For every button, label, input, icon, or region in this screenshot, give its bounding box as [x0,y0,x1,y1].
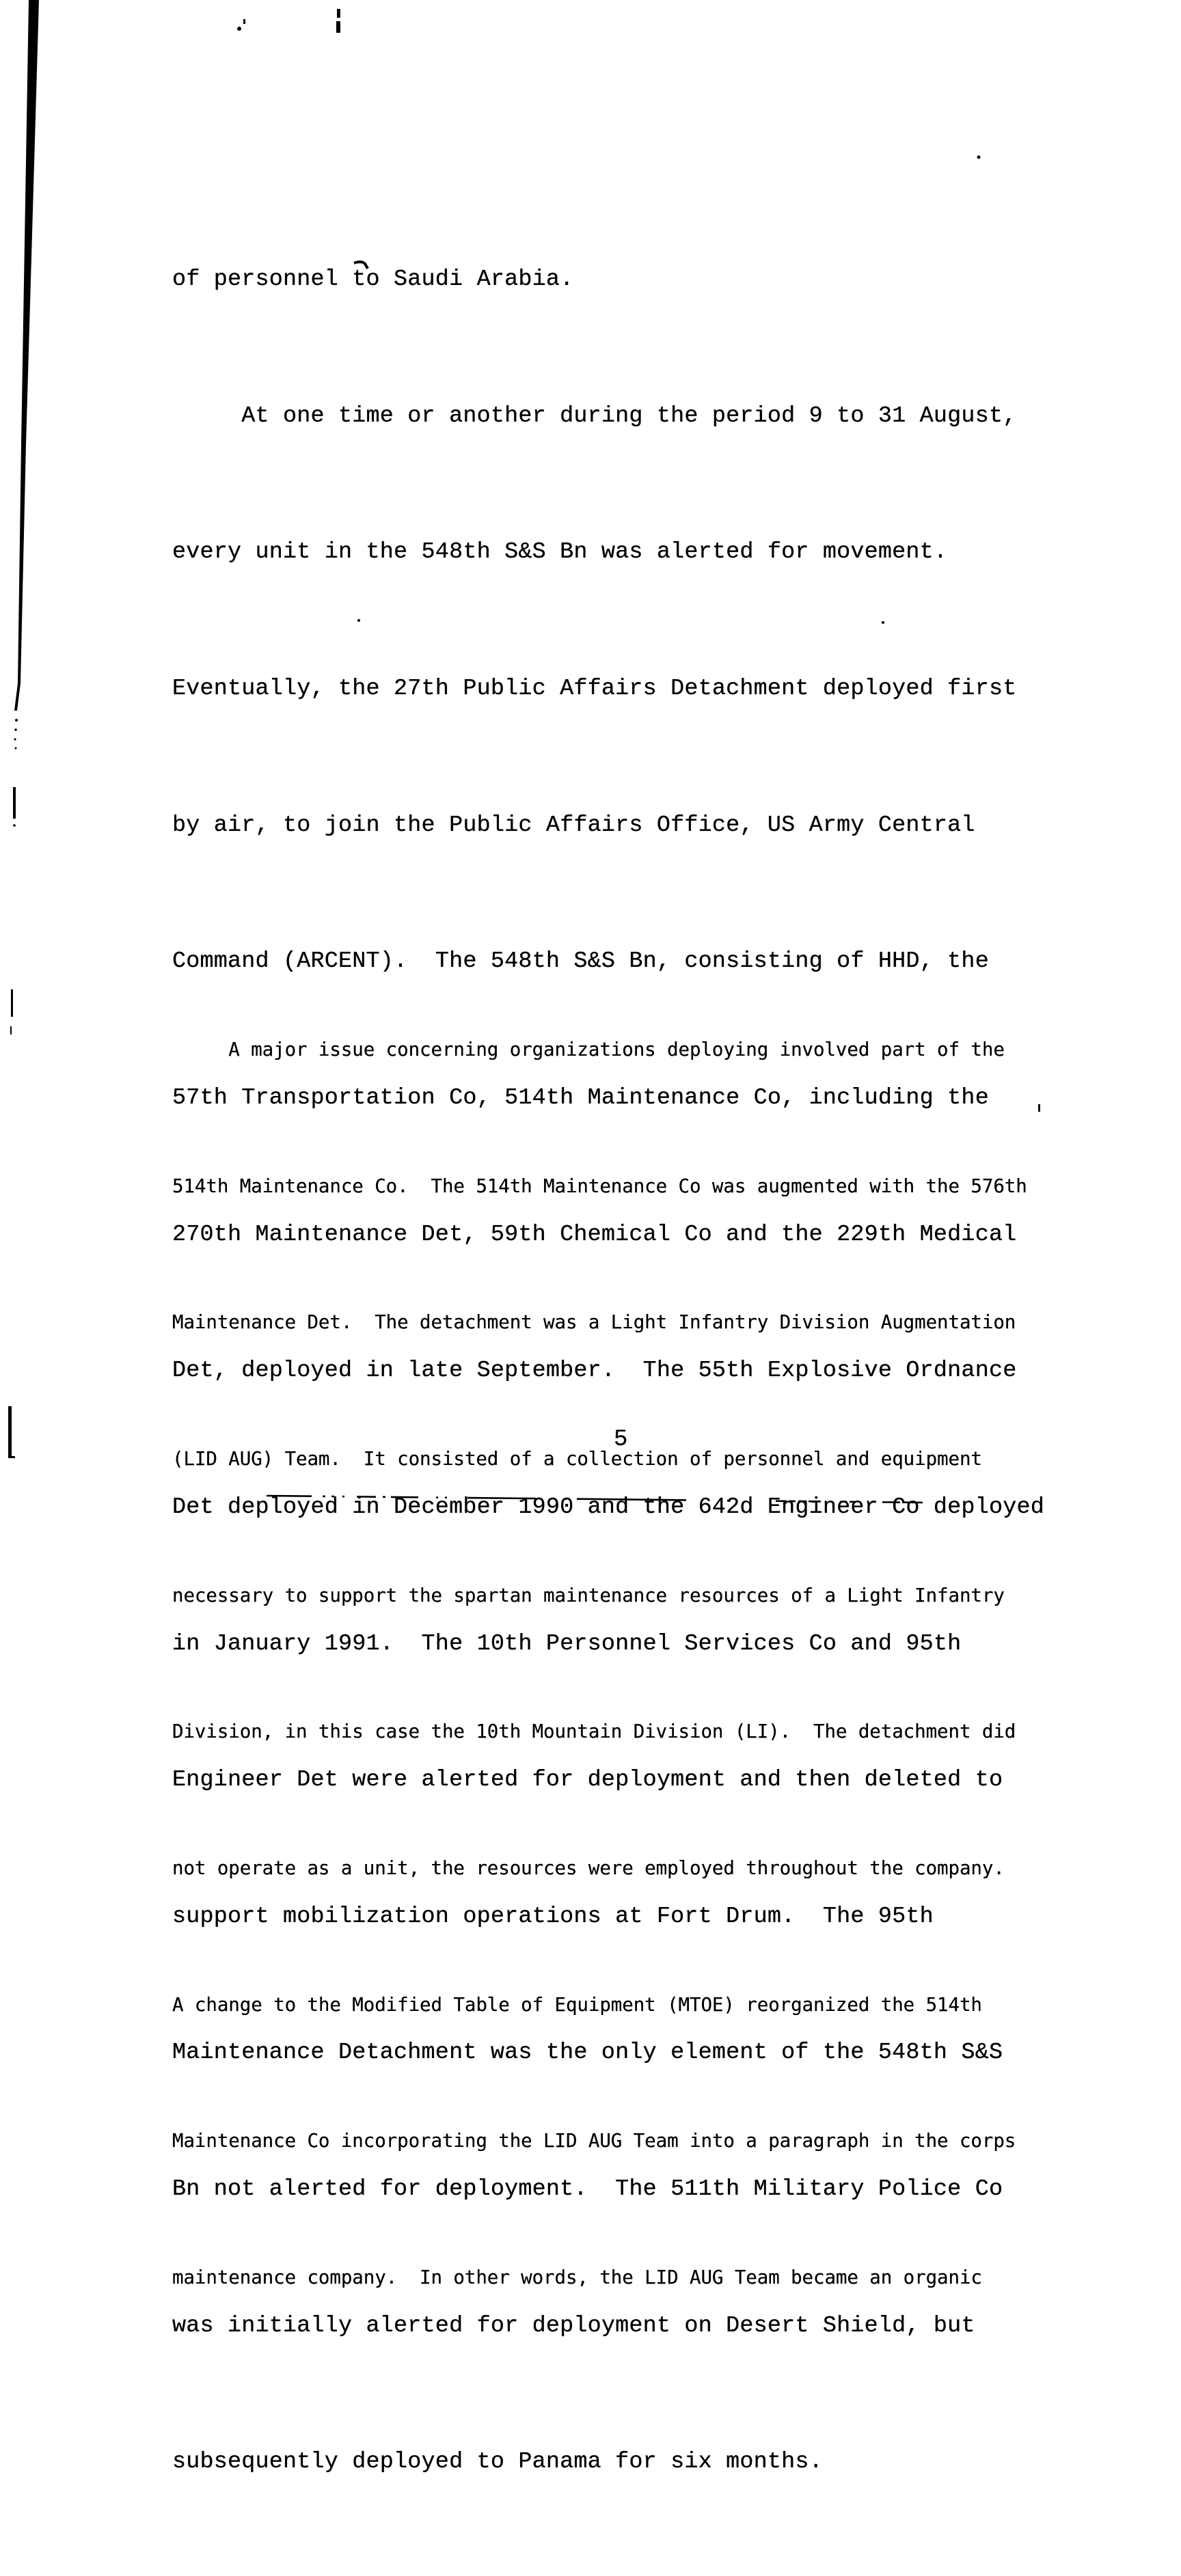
text-line: Bn not alerted for deployment. The 511th Military Police Co [172,2176,1003,2203]
left-margin-tick-dot [13,824,16,827]
left-margin-bracket-mark [8,1456,15,1458]
left-margin-tick [13,787,16,819]
text-line: subsequently deployed to Panama for six months. [172,2449,823,2476]
left-streak-dot [14,738,16,740]
text-line: 514th Maintenance Co. The 514th Maintenance Co was augmented with the 576th [172,1175,1027,1197]
text-line: of personnel to Saudi Arabia. [172,266,574,293]
text-line: Det deployed in December 1990 and the 642d Engineer Co deployed [172,1494,1044,1520]
left-margin-bracket-mark [8,1406,12,1458]
top-exclamation-speck [337,9,340,18]
text-line: maintenance company. In other words, the LID AUG Team became an organic [172,2266,982,2288]
scan-speck [977,156,981,159]
text-line: (LID AUG) Team. It consisted of a collection of personnel and equipment [172,1448,982,1470]
text-line: Maintenance Co incorporating the LID AUG Team into a paragraph in the corps [172,2130,1016,2152]
text-line: A major issue concerning organizations deploying involved part of the [172,1039,1005,1061]
top-exclamation-speck [336,21,340,33]
text-line: Maintenance Det. The detachment was a Light Infantry Division Augmentation [172,1311,1016,1334]
text-line: At one time or another during the period 9 to 31 August, [172,402,1017,429]
text-line: Det, deployed in late September. The 55th Explosive Ordnance [172,1358,1017,1384]
text-line: not operate as a unit, the resources were employed throughout the company. [172,1856,1005,1879]
left-streak-dot [15,719,18,722]
text-line: 57th Transportation Co, 514th Maintenance Co, including the [172,1084,989,1111]
text-line: Eventually, the 27th Public Affairs Detachment deployed first [172,676,1017,702]
left-streak-dot [15,748,17,750]
text-line: A change to the Modified Table of Equipment (MTOE) reorganized the 514th [172,1993,982,2016]
text-line: in January 1991. The 10th Personnel Services Co and 95th [172,1630,962,1657]
text-line: Command (ARCENT). The 548th S&S Bn, consisting of HHD, the [172,948,989,975]
page-number: 5 [614,1427,628,1453]
left-margin-tick [10,1026,12,1034]
text-line: 270th Maintenance Det, 59th Chemical Co and the 229th Medical [172,1221,1017,1248]
text-line: Engineer Det were alerted for deployment and then deleted to [172,1767,1003,1794]
paragraph-2 [172,936,1027,2392]
text-line: support mobilization operations at Fort Drum. The 95th [172,1903,934,1930]
left-margin-scan-streak [14,0,39,711]
text-line: was initially alerted for deployment on Desert Shield, but [172,2312,975,2339]
text-line: Maintenance Detachment was the only element of the 548th S&S [172,2040,1003,2066]
top-speck-tick [243,19,245,24]
left-margin-tick [11,989,13,1017]
top-speck-dot [237,27,241,31]
text-line: every unit in the 548th S&S Bn was alerted for movement. [172,539,948,566]
text-line: by air, to join the Public Affairs Office, US Army Central [172,812,975,838]
left-streak-dot [14,728,17,731]
text-line: necessary to support the spartan maintenance resources of a Light Infantry [172,1584,1005,1606]
text-line: Division, in this case the 10th Mountain Division (LI). The detachment did [172,1721,1016,1743]
